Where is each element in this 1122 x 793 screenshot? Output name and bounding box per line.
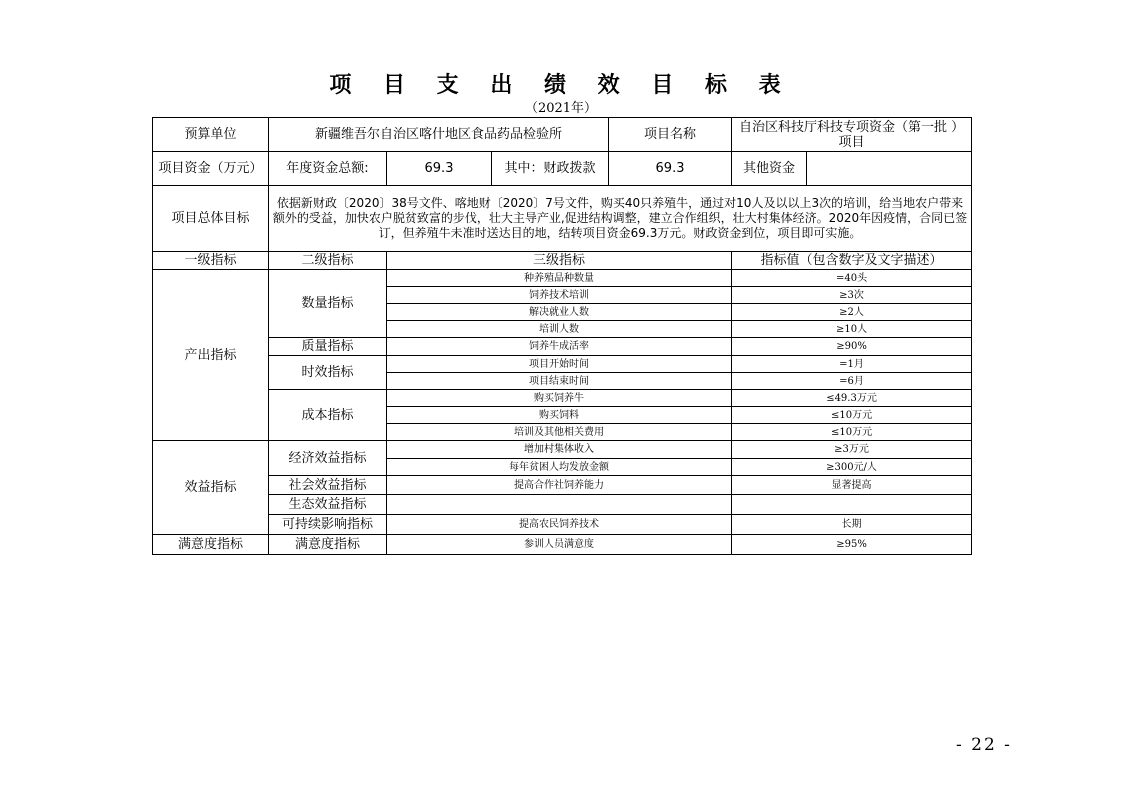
table-row (153, 515, 972, 535)
indicator-name (387, 495, 732, 515)
table-row (153, 338, 972, 356)
indicator-value: ≥95% (732, 535, 972, 555)
economic-subgroup-label: 经济效益指标 (269, 441, 387, 476)
fiscal-funds-value: 69.3 (609, 152, 732, 186)
indicator-name: 项目结束时间 (387, 373, 732, 390)
annual-total-label: 年度资金总额: (269, 152, 387, 186)
project-name-label: 项目名称 (609, 118, 732, 152)
year-subtitle: （2021年） (524, 101, 598, 116)
indicator-name: 购买饲养牛 (387, 390, 732, 407)
indicator-value: 显著提高 (732, 476, 972, 495)
social-subgroup-label: 社会效益指标 (269, 476, 387, 495)
indicator-value: ≥3万元 (732, 441, 972, 459)
column-header-row (153, 252, 972, 270)
indicator-value: ≥2人 (732, 304, 972, 321)
budget-unit-value: 新疆维吾尔自治区喀什地区食品药品检验所 (269, 118, 609, 152)
satisfaction-group-label: 满意度指标 (153, 535, 269, 555)
indicator-name: 提高合作社饲养能力 (387, 476, 732, 495)
indicator-name: 提高农民饲养技术 (387, 515, 732, 535)
timeliness-subgroup-label: 时效指标 (269, 356, 387, 390)
level2-header: 二级指标 (269, 252, 387, 270)
indicator-value: ≤10万元 (732, 407, 972, 424)
goal-text: 依据新财政〔2020〕38号文件、喀地财〔2020〕7号文件，购买40只养殖牛，通过对10人及以以上3次的培训，给当地农户带来额外的受益，加快农户脱贫致富的步伐，壮大主导产业,促进结构调整，建立合作组织，壮大村集体经济。2020年因疫情，合同已签订，但养殖牛未准时送达目的地，结转项目资金69.3万元。财政资金到位，项目即可实施。 (269, 186, 972, 252)
budget-unit-row (153, 118, 972, 152)
other-funds-label: 其他资金 (732, 152, 807, 186)
indicator-value: =6月 (732, 373, 972, 390)
indicator-value: ≥300元/人 (732, 459, 972, 476)
budget-unit-label: 预算单位 (153, 118, 269, 152)
goal-row (153, 186, 972, 252)
table-row (153, 535, 972, 555)
level1-header: 一级指标 (153, 252, 269, 270)
page-title: 项 目 支 出 绩 效 目 标 表 (329, 72, 793, 98)
indicator-name: 培训人数 (387, 321, 732, 338)
sustainable-subgroup-label: 可持续影响指标 (269, 515, 387, 535)
performance-target-table (152, 117, 972, 555)
ecological-subgroup-label: 生态效益指标 (269, 495, 387, 515)
indicator-value: 长期 (732, 515, 972, 535)
indicator-name: 饲养牛成活率 (387, 338, 732, 356)
indicator-name: 参训人员满意度 (387, 535, 732, 555)
table-row (153, 390, 972, 407)
benefit-group-label: 效益指标 (153, 441, 269, 535)
indicator-value (732, 495, 972, 515)
other-funds-value (807, 152, 972, 186)
table-row (153, 441, 972, 459)
satisfaction-subgroup-label: 满意度指标 (269, 535, 387, 555)
quantity-subgroup-label: 数量指标 (269, 270, 387, 338)
indicator-value: ≤49.3万元 (732, 390, 972, 407)
table-row (153, 476, 972, 495)
project-name-value: 自治区科技厅科技专项资金（第一批 ）项目 (732, 118, 972, 152)
annual-total-value: 69.3 (387, 152, 492, 186)
indicator-name: 种养殖品种数量 (387, 270, 732, 287)
indicator-name: 增加村集体收入 (387, 441, 732, 459)
indicator-value: =1月 (732, 356, 972, 373)
goal-label: 项目总体目标 (153, 186, 269, 252)
funds-row (153, 152, 972, 186)
indicator-name: 项目开始时间 (387, 356, 732, 373)
cost-subgroup-label: 成本指标 (269, 390, 387, 441)
value-header: 指标值（包含数字及文字描述） (732, 252, 972, 270)
indicator-value: ≥3次 (732, 287, 972, 304)
table-row (153, 495, 972, 515)
indicator-value: =40头 (732, 270, 972, 287)
indicator-name: 解决就业人数 (387, 304, 732, 321)
indicator-value: ≥10人 (732, 321, 972, 338)
indicator-name: 每年贫困人均发放金额 (387, 459, 732, 476)
indicator-name: 购买饲料 (387, 407, 732, 424)
funds-label: 项目资金（万元） (153, 152, 269, 186)
fiscal-funds-label: 其中：财政拨款 (492, 152, 609, 186)
indicator-value: ≤10万元 (732, 424, 972, 441)
table-row (153, 356, 972, 373)
quality-subgroup-label: 质量指标 (269, 338, 387, 356)
output-group-label: 产出指标 (153, 270, 269, 441)
indicator-name: 培训及其他相关费用 (387, 424, 732, 441)
table-row (153, 270, 972, 287)
indicator-value: ≥90% (732, 338, 972, 356)
level3-header: 三级指标 (387, 252, 732, 270)
page-number: - 22 - (956, 735, 1012, 755)
indicator-name: 饲养技术培训 (387, 287, 732, 304)
